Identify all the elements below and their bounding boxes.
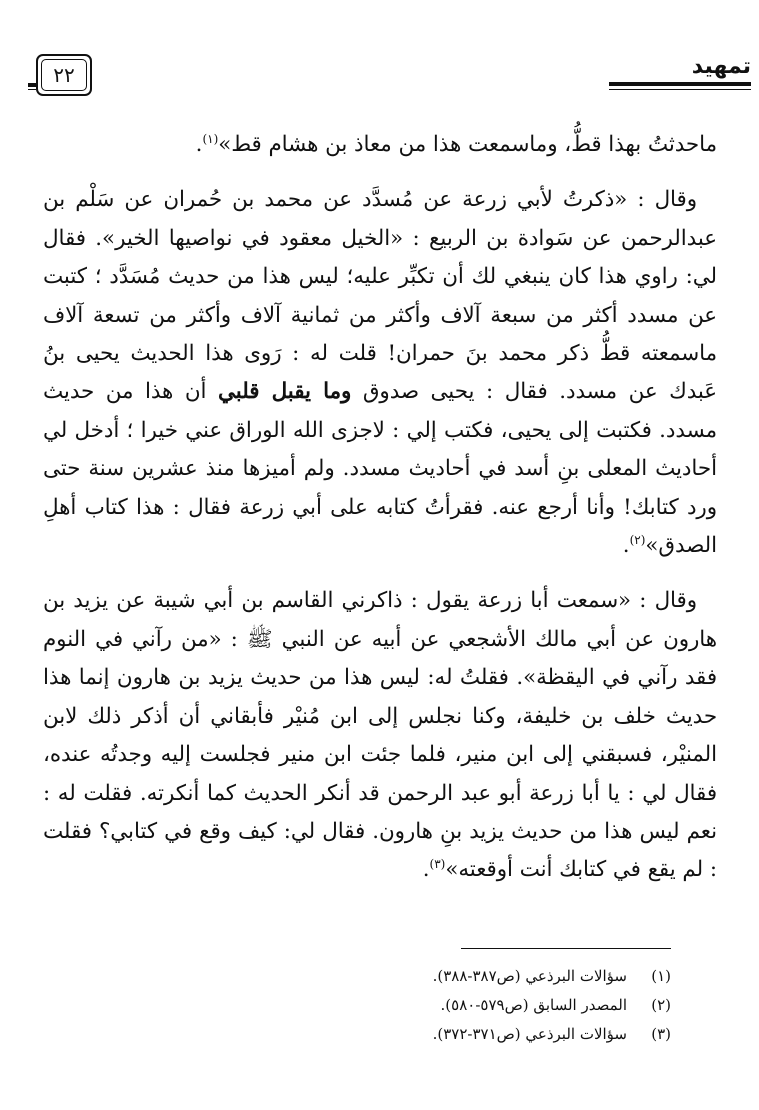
- footnote-text: المصدر السابق (ص٥٧٩-٥٨٠).: [440, 996, 627, 1014]
- paragraph-text: وقال : «سمعت أبا زرعة يقول : ذاكرني القاسم بن أبي شيبة عن يزيد بن هارون عن أبي مالك الأشجعي عن أبيه عن النبي ﷺ : «من رآني في النوم فقد رآني في اليقظة». فقلتُ له: ليس هذا من حديث يزيد بن هارون إنما هذا حديث خلف بن خليفة، وكنا نجلس إلى ابن مُنيْر فأبقاني أن أذكر ذلك لابن المنيْر، فسبقني إلى ابن منير، فلما جئت ابن منير فجلست إليه وجدتُه عنده، فقال لي : يا أبا زرعة أبو عبد الرحمن قد أنكر الحديث كما أنكرته. فقلت له : نعم ليس هذا من حديث يزيد بنِ هارون. فقال لي: كيف وقع في كتابي؟ فقلت : لم يقع في كتابك أنت أوقعته»: [43, 588, 717, 883]
- footnote-number: (١): [651, 967, 671, 985]
- page-number-frame: [36, 54, 92, 96]
- page-number: ٢٢: [53, 63, 75, 87]
- paragraph: [43, 582, 717, 889]
- footnotes: [111, 962, 671, 1049]
- footnote-divider: [461, 948, 671, 949]
- paragraph: [43, 181, 717, 565]
- header-rule-thin: [609, 89, 751, 90]
- header-rule-left: [28, 83, 36, 87]
- paragraph-end: .: [622, 533, 630, 559]
- footnote-number: (٢): [651, 996, 671, 1014]
- bold-phrase: وما يقبل قلبي: [218, 379, 352, 405]
- paragraph-text-continued: أن هذا من حديث مسدد. فكتبت إلى يحيى، فكتب إلي : لاجزى الله الوراق عني خيرا ؛ أدخل لي أحاديث المعلى بنِ أسد في أحاديث مسدد. ولم أميزها منذ عشرين سنة حتى ورد كتابك! وأنا أرجع عنه. فقرأتُ كتابه على أبي زرعة فقال : هذا كتاب أهلِ الصدق»: [43, 379, 717, 559]
- footnote-number: (٣): [651, 1025, 671, 1043]
- footnote: [111, 991, 671, 1020]
- paragraph-end: .: [422, 857, 430, 883]
- footnote-text: سؤالات البرذعي (ص٣٨٧-٣٨٨).: [432, 967, 627, 985]
- footnote-reference: (٢): [629, 532, 646, 547]
- header-rule-left-thin: [28, 89, 36, 90]
- page-header: [0, 52, 759, 108]
- paragraph-text: وقال : «ذكرتُ لأبي زرعة عن مُسدَّد عن محمد بن حُمران عن سَلْم بن عبدالرحمن عن سَوادة بن الربيع : «الخيل معقود في نواصيها الخير». فقال لي: راوي هذا كان ينبغي لك أن تكبِّر عليه؛ ليس هذا من حديث مُسَدَّد ؛ كتبت عن مسدد أكثر من سبعة آلاف وأكثر من ثمانية آلاف وأكثر من تسعة آلاف ماسمعته قطُّ ذكر محمد بنَ حمران! قلت له : رَوى هذا الحديث يحيى بنُ عَبدك عن مسدد. فقال : يحيى صدوق: [43, 187, 718, 405]
- section-title: تمهيد: [691, 54, 751, 79]
- footnote: [111, 962, 671, 991]
- header-rule: [609, 82, 751, 86]
- paragraph-text: ماحدثتُ بهذا قطُّ، وماسمعت هذا من معاذ بن هشام قط»: [218, 132, 717, 157]
- page-number-frame-inner: [41, 59, 87, 91]
- footnote-text: سؤالات البرذعي (ص٣٧١-٣٧٢).: [432, 1025, 627, 1043]
- paragraph-end: .: [195, 132, 203, 157]
- paragraph: [43, 126, 717, 164]
- footnote: [111, 1020, 671, 1049]
- main-text: [43, 126, 717, 907]
- footnote-reference: (١): [202, 131, 219, 146]
- footnote-reference: (٣): [429, 857, 446, 872]
